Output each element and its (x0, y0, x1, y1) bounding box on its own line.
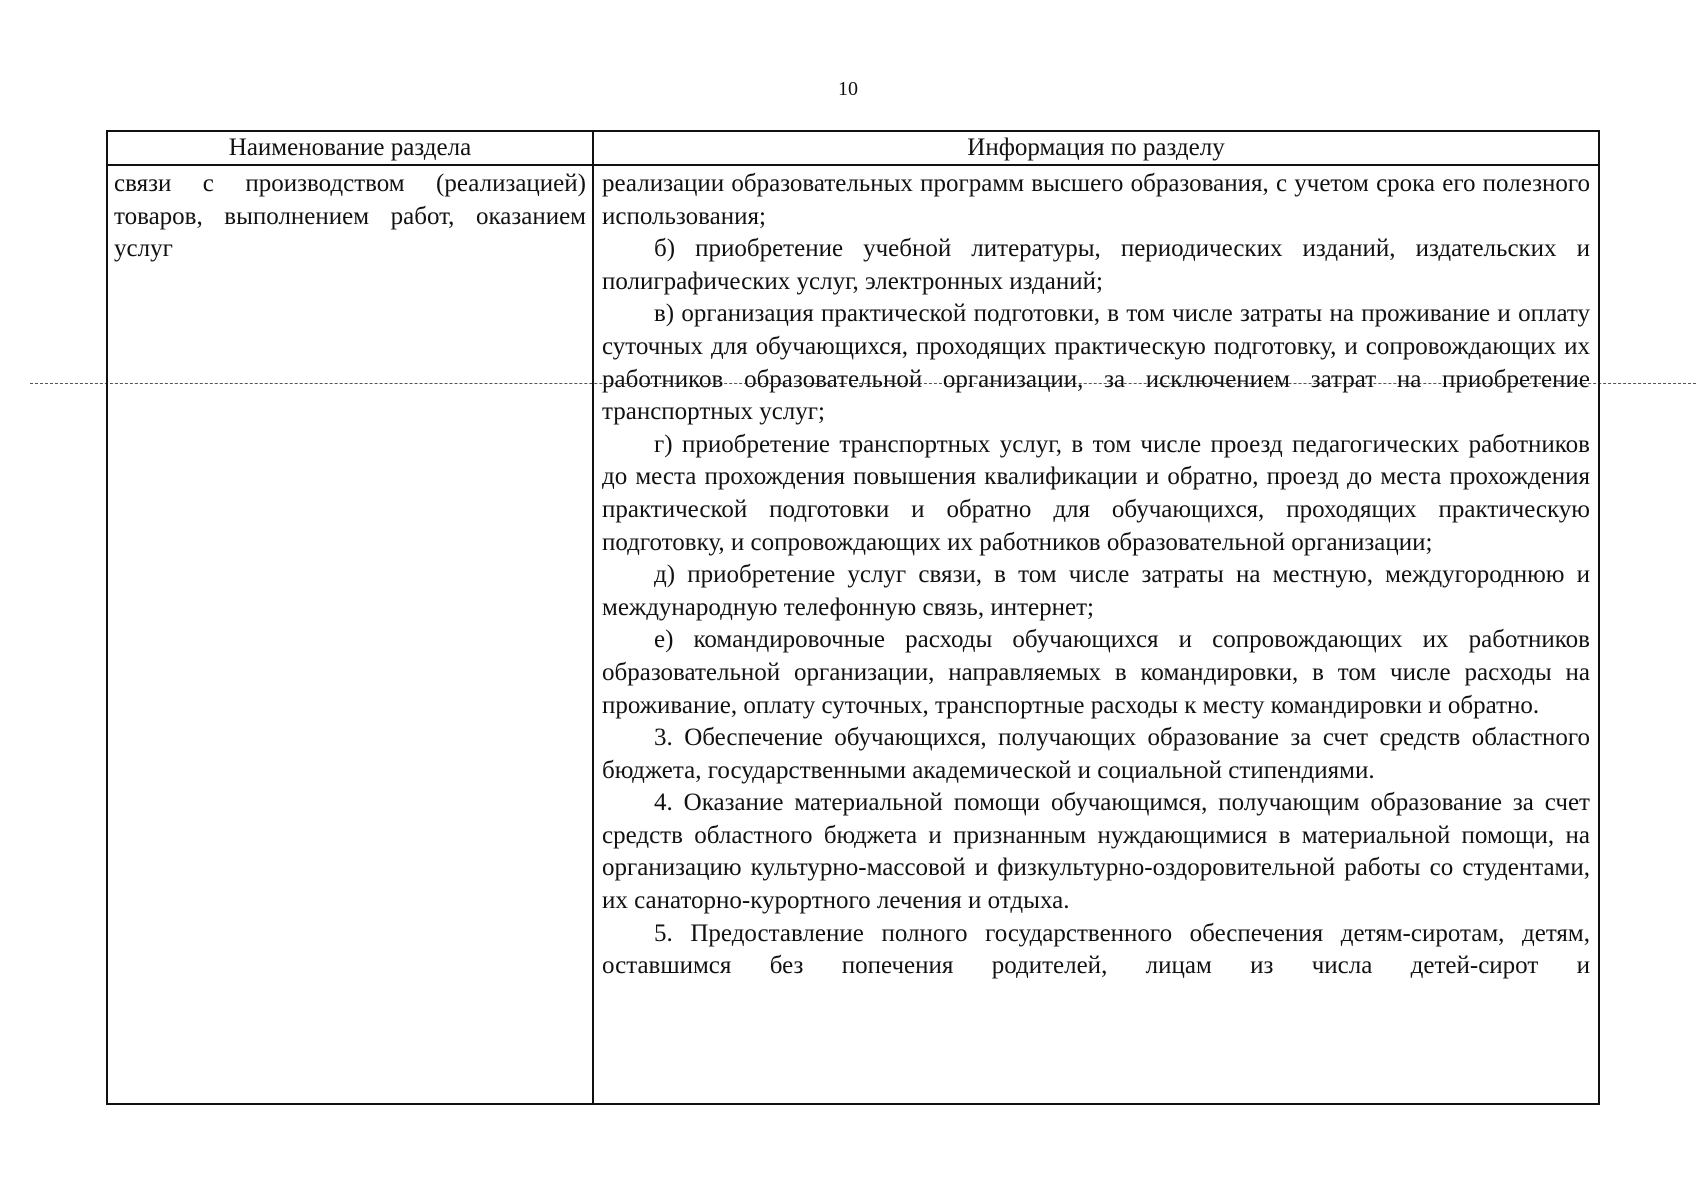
info-paragraph: в) организация практической подготовки, в том числе затраты на проживание и оплату суточных для обучающихся, проходящих практическую подготовку, и сопровождающих их работников образовательной организации, за исключением затрат на приобретение транспортных услуг; (602, 300, 1590, 426)
info-paragraph: д) приобретение услуг связи, в том числе затраты на местную, междугороднюю и международную телефонную связь, интернет; (602, 561, 1590, 621)
info-paragraph: 4. Оказание материальной помощи обучающимся, получающим образование за счет средств областного бюджета и признанным нуждающимися в материальной помощи, на организацию культурно-массовой и физкультурно-оздоровительной работы со студентами, их санаторно-курортного лечения и отдыха. (602, 789, 1590, 915)
info-paragraph: 3. Обеспечение обучающихся, получающих образование за счет средств областного бюджета, государственными академической и социальной стипендиями. (602, 724, 1590, 784)
section-name-text: связи с производством (реализацией) товаров, выполнением работ, оказанием услуг (114, 170, 586, 263)
section-name-cell (107, 165, 593, 1104)
section-table (106, 130, 1600, 1105)
header-section-name: Наименование раздела (107, 131, 593, 165)
info-paragraph: реализации образовательных программ высшего образования, с учетом срока его полезного использования; (602, 170, 1590, 230)
info-paragraph: б) приобретение учебной литературы, периодических изданий, издательских и полиграфических услуг, электронных изданий; (602, 235, 1590, 295)
table-row (107, 165, 1599, 1104)
info-paragraph: 5. Предоставление полного государственного обеспечения детям-сиротам, детям, оставшимся без попечения родителей, лицам из числа детей-сирот и (602, 919, 1590, 980)
section-info-cell (593, 165, 1599, 1104)
info-paragraph: е) командировочные расходы обучающихся и сопровождающих их работников образовательной организации, направляемых в командировки, в том числе расходы на проживание, оплату суточных, транспортные расходы к месту командировки и обратно. (602, 626, 1590, 719)
page-number: 10 (838, 78, 858, 100)
header-section-info: Информация по разделу (593, 131, 1599, 165)
info-paragraph: г) приобретение транспортных услуг, в том числе проезд педагогических работников до места прохождения повышения квалификации и обратно, проезд до места прохождения практической подготовки и обратно для обучающихся, проходящих практическую подготовку, и сопровождающих их работников образовательной организации; (602, 430, 1590, 556)
table-header-row (107, 131, 1599, 165)
